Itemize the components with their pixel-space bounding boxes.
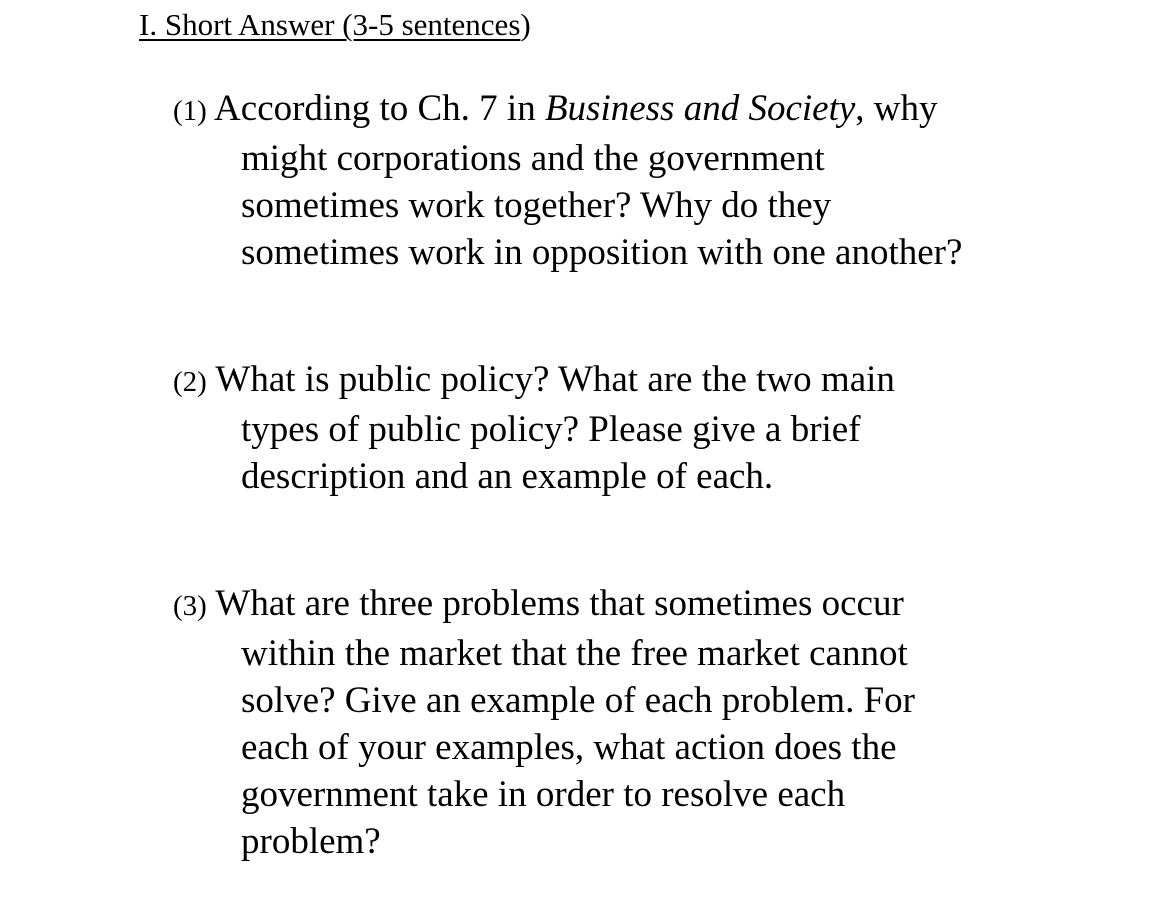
section-heading-close: ): [520, 7, 531, 42]
question-3-number: (3): [173, 590, 207, 622]
section-heading-underlined: I. Short Answer (3-5 sentences: [139, 7, 521, 42]
question-3-line-5: government take in order to resolve each: [241, 774, 846, 815]
question-2-line-1-text: What is public policy? What are the two main: [215, 359, 895, 400]
question-3-line-1: [173, 580, 1073, 630]
question-1-line-3: sometimes work together? Why do they: [241, 185, 832, 226]
question-2: [173, 356, 1073, 500]
question-2-line-2: types of public policy? Please give a brief: [241, 409, 861, 450]
question-1-line-2: might corporations and the government: [241, 138, 825, 179]
question-1-line-1-before: According to Ch. 7 in: [214, 88, 545, 129]
question-3: [173, 580, 1073, 865]
section-heading: [139, 5, 531, 45]
question-1-line-4: sometimes work in opposition with one another?: [241, 232, 963, 273]
book-title: Business and Society: [544, 88, 856, 129]
question-2-number: (2): [173, 366, 207, 398]
question-3-line-4: each of your examples, what action does the: [241, 727, 897, 768]
question-3-line-1-text: What are three problems that sometimes occur: [215, 583, 904, 624]
question-2-line-1: [173, 356, 1073, 406]
question-1-line-1-after: , why: [855, 88, 938, 129]
question-1-number: (1): [173, 95, 207, 127]
question-3-line-6: problem?: [241, 821, 381, 862]
question-3-line-3: solve? Give an example of each problem. For: [241, 680, 915, 721]
question-1-line-1: [173, 85, 1073, 135]
question-1: [173, 85, 1073, 276]
question-2-line-3: description and an example of each.: [241, 456, 774, 497]
question-3-line-2: within the market that the free market cannot: [241, 633, 908, 674]
